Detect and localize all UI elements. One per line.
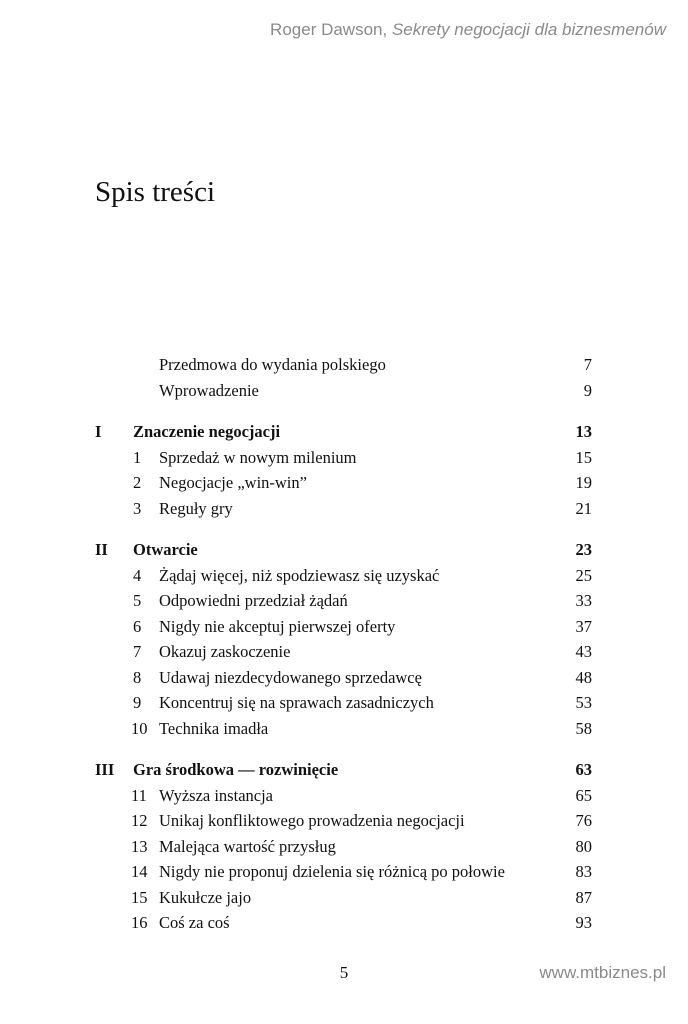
chapter-number: 8 <box>133 667 142 687</box>
chapter-number: 3 <box>133 498 142 518</box>
chapter-title: Okazuj zaskoczenie <box>159 642 291 661</box>
toc-part-1 <box>95 419 592 445</box>
part-page: 63 <box>575 760 592 779</box>
chapter-number: 15 <box>131 887 148 907</box>
part-title: Gra środkowa — rozwinięcie <box>133 760 339 779</box>
chapter-title: Sprzedaż w nowym milenium <box>159 447 357 467</box>
part-number: I <box>95 422 102 441</box>
part-title: Otwarcie <box>133 540 198 559</box>
toc-chapter <box>95 716 592 742</box>
running-header <box>270 20 666 40</box>
chapter-title: Nigdy nie proponuj dzielenia się różnicą po połowie <box>159 862 505 881</box>
chapter-page: 87 <box>575 887 592 907</box>
chapter-number: 4 <box>133 565 142 585</box>
chapter-number: 2 <box>133 473 142 492</box>
chapter-page: 80 <box>575 836 592 856</box>
chapter-number: 11 <box>131 785 147 805</box>
chapter-title: Wyższa instancja <box>159 785 273 805</box>
toc-chapter <box>95 808 592 834</box>
chapter-page: 19 <box>575 473 592 492</box>
part-title: Znaczenie negocjacji <box>133 422 281 441</box>
chapter-number: 14 <box>131 862 148 881</box>
chapter-title: Odpowiedni przedział żądań <box>159 591 348 610</box>
chapter-page: 58 <box>575 718 592 738</box>
chapter-page: 93 <box>575 913 592 932</box>
toc-chapter <box>95 563 592 589</box>
chapter-title: Koncentruj się na sprawach zasadniczych <box>159 693 434 712</box>
chapter-title: Unikaj konfliktowego prowadzenia negocjacji <box>159 811 465 830</box>
chapter-page: 83 <box>575 862 592 881</box>
toc-chapter <box>95 665 592 691</box>
header-book-title: Sekrety negocjacji dla biznesmenów <box>391 20 666 39</box>
toc-chapter <box>95 470 592 496</box>
toc-chapter <box>95 496 592 522</box>
toc-chapter <box>95 783 592 809</box>
toc-chapter <box>95 614 592 640</box>
chapter-page: 48 <box>575 667 592 687</box>
chapter-page: 76 <box>575 811 592 830</box>
toc-chapter <box>95 445 592 471</box>
table-of-contents <box>95 352 592 936</box>
toc-part-2 <box>95 537 592 563</box>
part-number: II <box>95 540 108 559</box>
toc-entry-label: Przedmowa do wydania polskiego <box>159 355 386 374</box>
toc-chapter <box>95 690 592 716</box>
chapter-title: Reguły gry <box>159 498 233 518</box>
chapter-number: 10 <box>131 718 148 738</box>
toc-entry-page: 9 <box>583 380 592 400</box>
chapter-page: 53 <box>575 693 592 712</box>
chapter-title: Udawaj niezdecydowanego sprzedawcę <box>159 667 422 687</box>
chapter-number: 13 <box>131 836 148 856</box>
chapter-page: 15 <box>575 447 592 467</box>
part-page: 13 <box>575 422 592 441</box>
toc-chapter <box>95 588 592 614</box>
chapter-number: 6 <box>133 616 142 636</box>
chapter-page: 65 <box>575 785 592 805</box>
toc-entry-introduction <box>95 378 592 404</box>
page-title: Spis treści <box>95 176 216 208</box>
chapter-number: 16 <box>131 913 148 932</box>
chapter-page: 37 <box>575 616 592 636</box>
chapter-number: 5 <box>133 591 142 610</box>
chapter-title: Coś za coś <box>159 913 230 932</box>
toc-entry-label: Wprowadzenie <box>159 380 259 400</box>
chapter-page: 21 <box>575 498 592 518</box>
page-number: 5 <box>339 963 349 982</box>
part-page: 23 <box>575 540 592 559</box>
toc-entry-page: 7 <box>583 355 592 374</box>
chapter-number: 1 <box>133 447 142 467</box>
chapter-number: 12 <box>131 811 148 830</box>
chapter-title: Technika imadła <box>159 718 269 738</box>
chapter-title: Malejąca wartość przysług <box>159 836 336 856</box>
toc-entry-preface <box>95 352 592 378</box>
chapter-number: 9 <box>133 693 142 712</box>
chapter-title: Żądaj więcej, niż spodziewasz się uzyskać <box>159 565 440 585</box>
chapter-page: 43 <box>575 642 592 661</box>
chapter-title: Kukułcze jajo <box>159 887 252 907</box>
header-author: Roger Dawson, <box>270 20 388 39</box>
part-number: III <box>95 760 115 779</box>
chapter-title: Nigdy nie akceptuj pierwszej oferty <box>159 616 396 636</box>
toc-part-3 <box>95 757 592 783</box>
toc-chapter <box>95 639 592 665</box>
chapter-page: 25 <box>575 565 592 585</box>
toc-chapter <box>95 834 592 860</box>
toc-chapter <box>95 859 592 885</box>
chapter-title: Negocjacje „win-win” <box>159 473 307 492</box>
chapter-number: 7 <box>133 642 142 661</box>
publisher-website: www.mtbiznes.pl <box>539 963 666 982</box>
toc-chapter <box>95 910 592 936</box>
toc-chapter <box>95 885 592 911</box>
chapter-page: 33 <box>575 591 592 610</box>
